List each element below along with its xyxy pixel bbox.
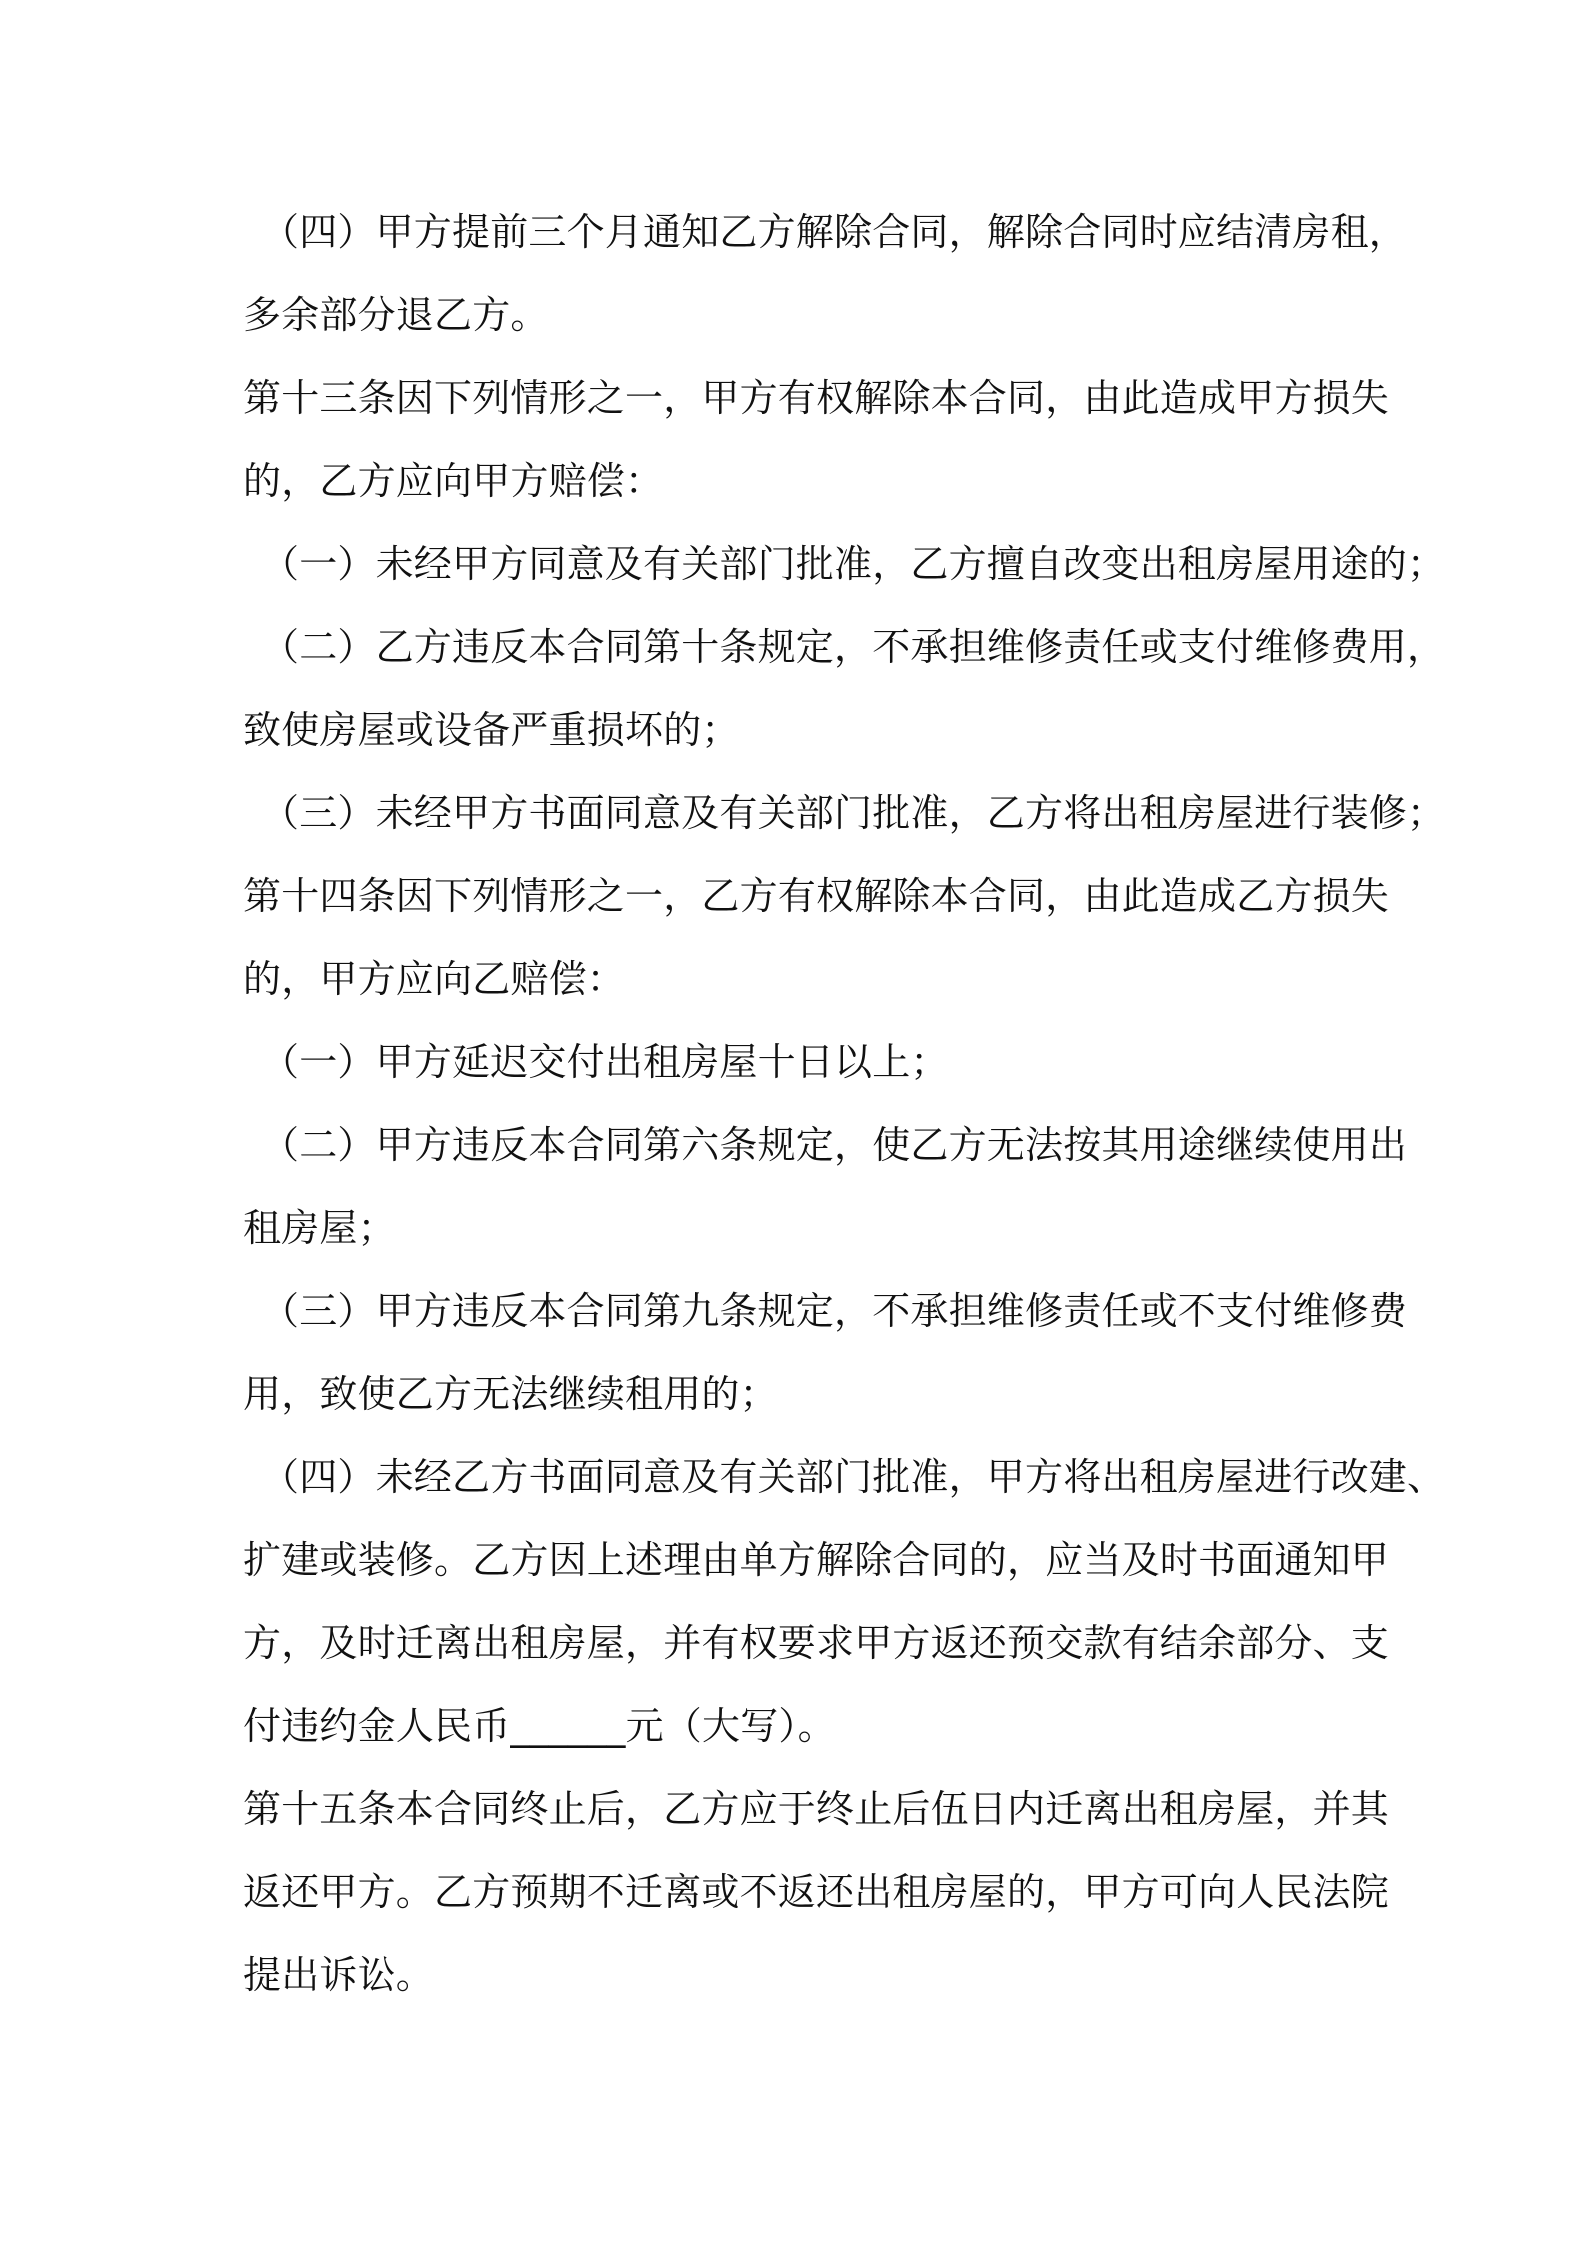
- text-line: （二）乙方违反本合同第十条规定，不承担维修责任或支付维修费用，: [261, 625, 1446, 669]
- text-line: 的，乙方应向甲方赔偿：: [243, 459, 664, 503]
- text-line: （四）甲方提前三个月通知乙方解除合同，解除合同时应结清房租，: [261, 210, 1408, 254]
- text-line: （一）甲方延迟交付出租房屋十日以上；: [261, 1040, 949, 1084]
- text-line: 的，甲方应向乙赔偿：: [243, 957, 626, 1001]
- text-line: 租房屋；: [243, 1206, 396, 1250]
- text-line: （三）甲方违反本合同第九条规定，不承担维修责任或不支付维修费: [261, 1289, 1408, 1333]
- text-line: 方，及时迁离出租房屋，并有权要求甲方返还预交款有结余部分、支: [243, 1621, 1390, 1665]
- text-line: （二）甲方违反本合同第六条规定，使乙方无法按其用途继续使用出: [261, 1123, 1408, 1167]
- text-line: 提出诉讼。: [243, 1953, 435, 1997]
- text-line: 返还甲方。乙方预期不迁离或不返还出租房屋的，甲方可向人民法院: [243, 1870, 1390, 1914]
- text-line: （四）未经乙方书面同意及有关部门批准，甲方将出租房屋进行改建、: [261, 1455, 1446, 1499]
- text-line: 多余部分退乙方。: [243, 293, 549, 337]
- text-line: 用，致使乙方无法继续租用的；: [243, 1372, 778, 1416]
- text-line: （三）未经甲方书面同意及有关部门批准，乙方将出租房屋进行装修；: [261, 791, 1446, 835]
- text-line: 付违约金人民币______元（大写）。: [243, 1704, 836, 1748]
- text-line: 扩建或装修。乙方因上述理由单方解除合同的，应当及时书面通知甲: [243, 1538, 1390, 1582]
- text-line: 第十五条本合同终止后，乙方应于终止后伍日内迁离出租房屋，并其: [243, 1787, 1390, 1831]
- text-line: 第十三条因下列情形之一，甲方有权解除本合同，由此造成甲方损失: [243, 376, 1390, 420]
- contract-text: [243, 191, 1446, 2017]
- text-line: 第十四条因下列情形之一，乙方有权解除本合同，由此造成乙方损失: [243, 874, 1390, 918]
- text-line: （一）未经甲方同意及有关部门批准，乙方擅自改变出租房屋用途的；: [261, 542, 1446, 586]
- text-line: 致使房屋或设备严重损坏的；: [243, 708, 740, 752]
